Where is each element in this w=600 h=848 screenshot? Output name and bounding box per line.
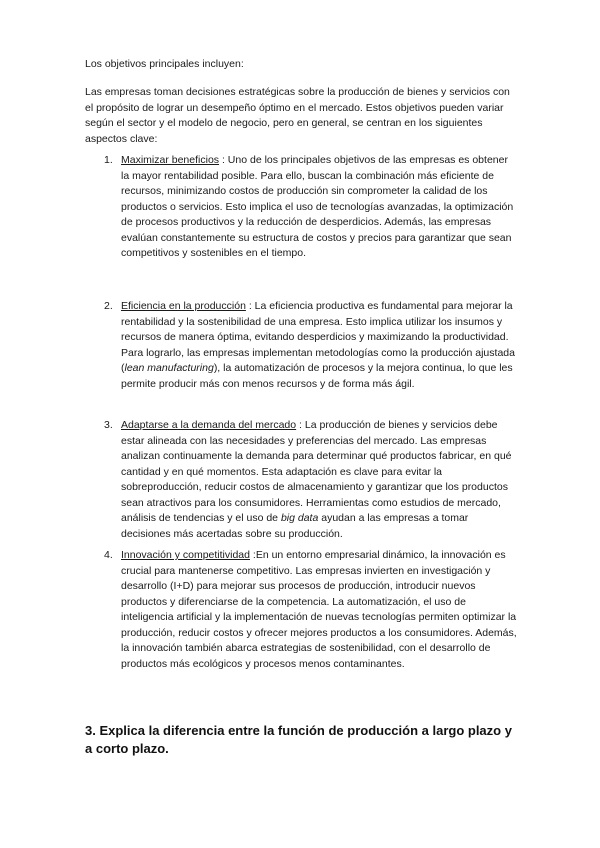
list-item-body bbox=[121, 548, 519, 672]
list-item-text: : La producción de bienes y servicios debe estar alineada con las necesidades y preferencias del mercado. Las empresas analizan continuamente la demanda para determinar qué productos fabricar, en qué cantidad y en qué momentos. Esta adaptación es clave para evitar la sobreproducción, reducir costos de almacenamiento y garantizar que los productos sean atractivos para los consumidores. Herramientas como estudios de mercado, análisis de tendencias y el uso de bbox=[121, 419, 512, 524]
list-item-title: Innovación y competitividad bbox=[121, 549, 250, 561]
list-item-text: :En un entorno empresarial dinámico, la innovación es crucial para mantenerse competitivo. Las empresas invierten en investigación y desarrollo (I+D) para mejorar sus procesos de producción, introducir nuevos productos y diferenciarse de la competencia. La automatización, el uso de inteligencia artificial y la implementación de nuevas tecnologías permiten optimizar la producción, reducir costos y ofrecer mejores productos a los consumidores. Además, la innovación también abarca estrategias de sostenibilidad, con el desarrollo de productos más ecológicos y procesos menos contaminantes. bbox=[121, 549, 517, 670]
list-item-title: Adaptarse a la demanda del mercado bbox=[121, 419, 297, 431]
list-item-text: : La eficiencia productiva es fundamental para mejorar la rentabilidad y la sostenibilidad de una empresa. Esto implica utilizar los insumos y recursos de manera óptima, evitando desperdicios y maximizando la productividad. Para lograrlo, las empresas implementan metodologías como la producción ajustada ( bbox=[121, 300, 515, 374]
list-item-text-cont: ayudan a las empresas a tomar decisiones más acertadas sobre su producción. bbox=[121, 512, 469, 540]
list-item-number: 2. bbox=[104, 300, 113, 312]
intro-label: Los objetivos principales incluyen: bbox=[85, 58, 244, 70]
list-item-text-cont: ), la automatización de procesos y la mejora continua, lo que les permite producir más con menos recursos y de forma más ágil. bbox=[121, 362, 513, 390]
list-item-body bbox=[121, 418, 519, 542]
list-item-body bbox=[121, 153, 519, 262]
list-item-number: 3. bbox=[104, 419, 113, 431]
list-item-number: 4. bbox=[104, 549, 113, 561]
list-item-body bbox=[121, 299, 519, 392]
list-item-title: Eficiencia en la producción bbox=[121, 300, 246, 312]
list-item-emphasis: big data bbox=[280, 512, 319, 524]
intro-paragraph: Las empresas toman decisiones estratégicas sobre la producción de bienes y servicios con el propósito de lograr un desempeño óptimo en el mercado. Estos objetivos pueden variar según el sector y el modelo de negocio, pero en general, se centran en los siguientes aspectos clave: bbox=[85, 86, 510, 145]
list-item-number: 1. bbox=[104, 154, 113, 166]
list-item-emphasis: lean manufacturing bbox=[124, 362, 214, 374]
list-item-text: : Uno de los principales objetivos de las empresas es obtener la mayor rentabilidad posible. Para ello, buscan la combinación más eficiente de recursos, minimizando costos de producción sin comprometer la calidad de los productos o servicios. Esto implica el uso de tecnologías avanzadas, la optimización de procesos productivos y la reducción de desperdicios. Además, las empresas evalúan constantemente su estructura de costos y precios para garantizar que sean competitivos y sostenibles en el tiempo. bbox=[121, 154, 514, 259]
section-heading: 3. Explica la diferencia entre la función de producción a largo plazo y a corto plazo. bbox=[85, 723, 512, 756]
list-item-title: Maximizar beneficios bbox=[121, 154, 220, 166]
